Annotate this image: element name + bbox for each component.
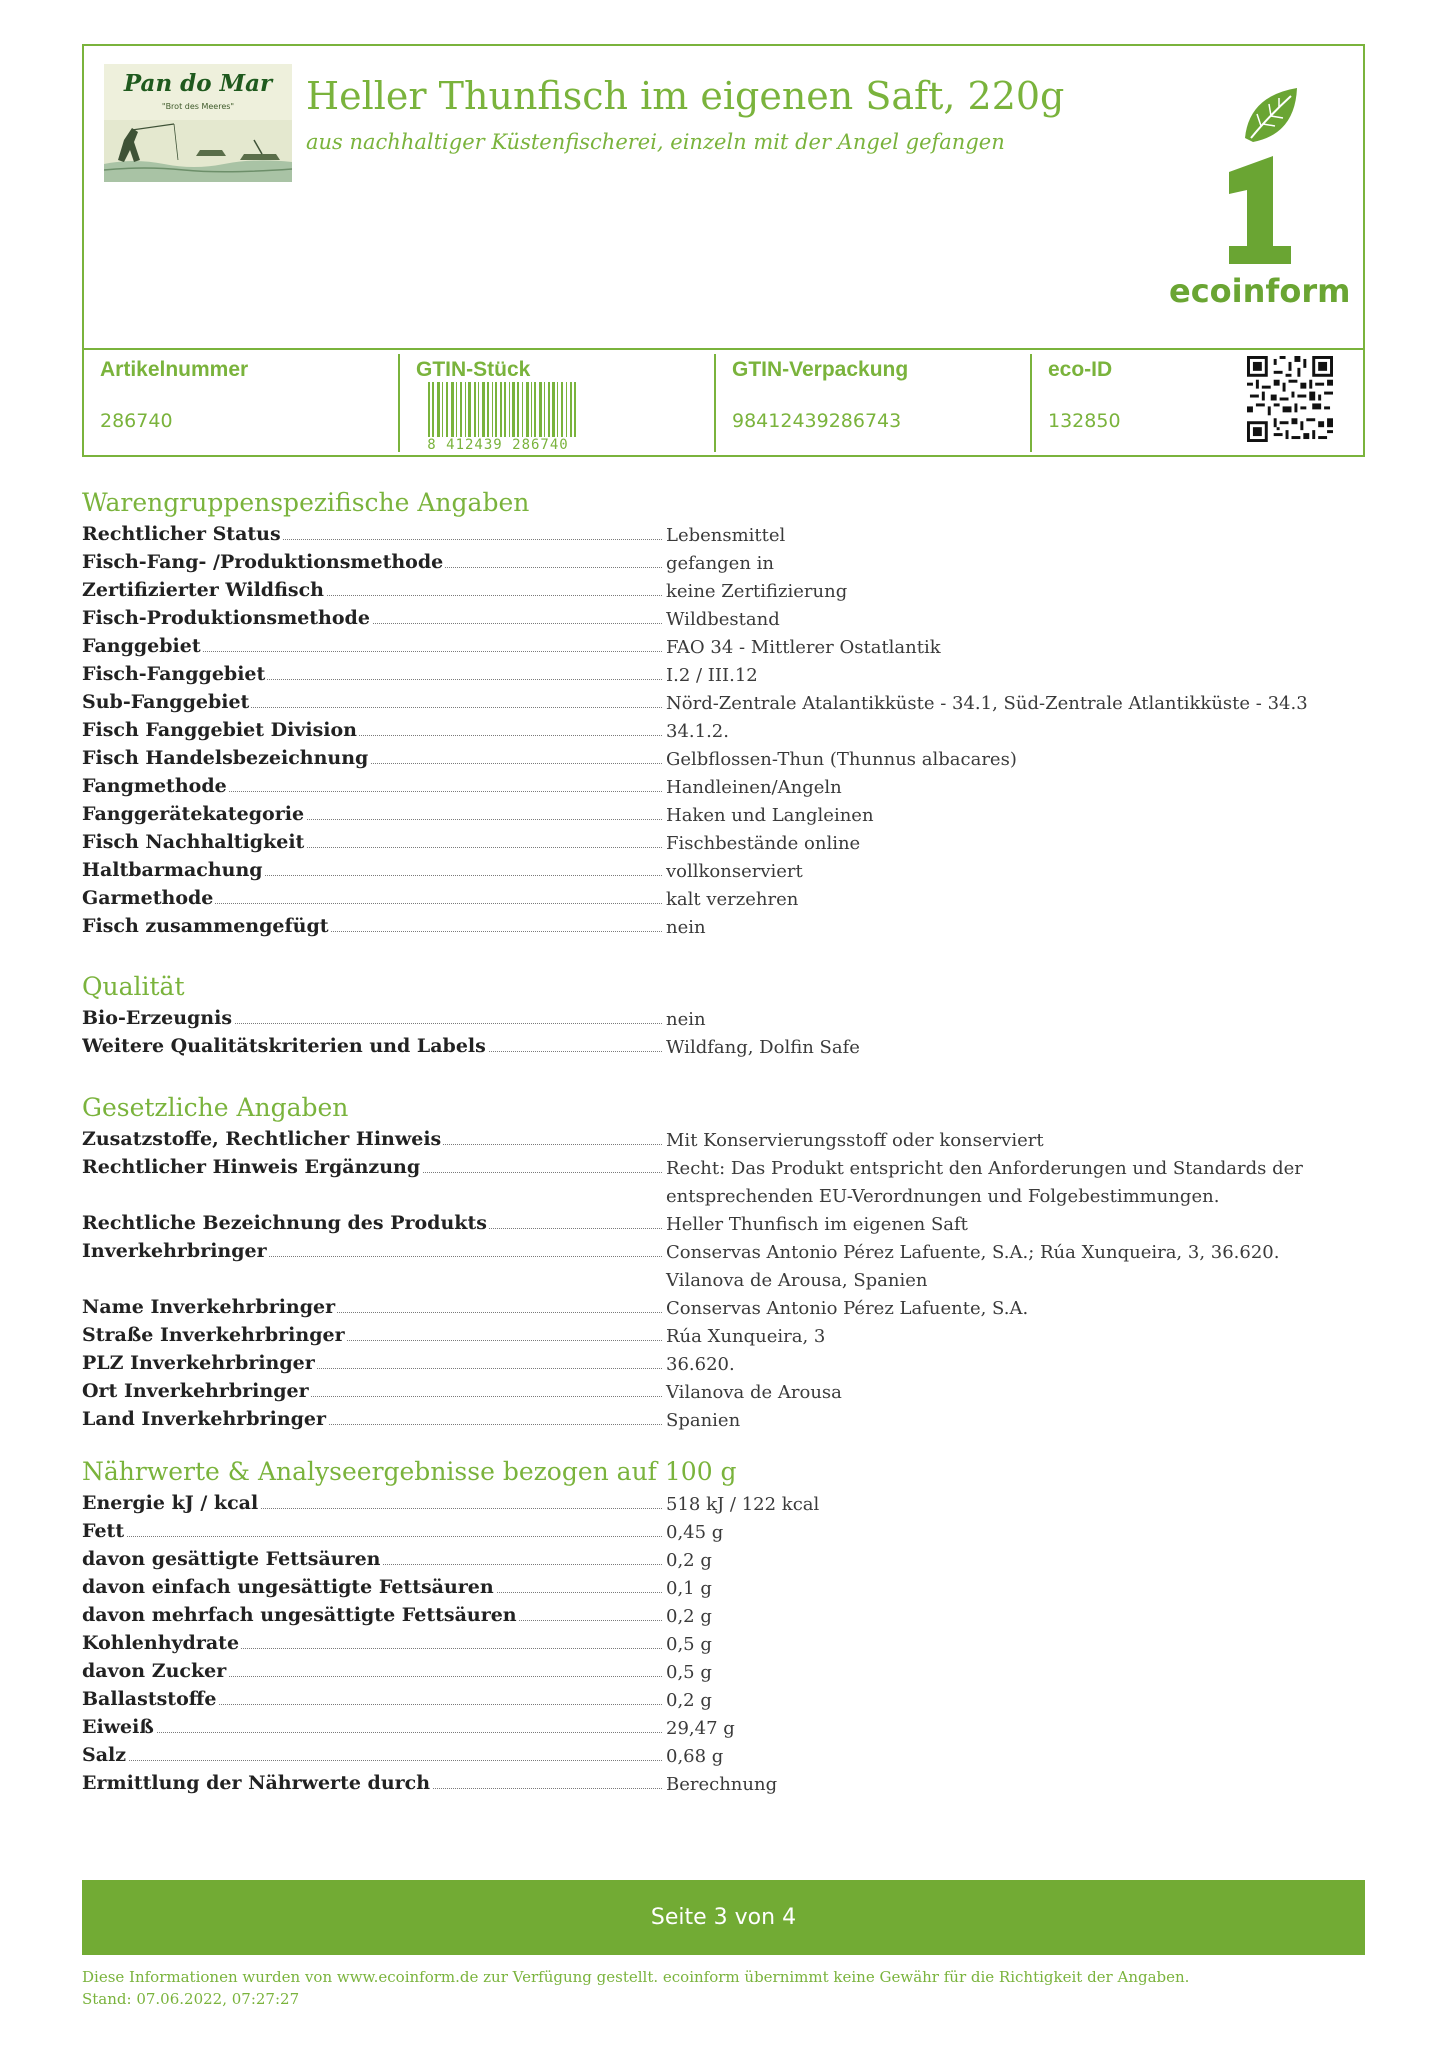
info-label: eco-ID xyxy=(1048,358,1113,381)
row-label: Rechtlicher Status xyxy=(82,523,281,545)
list-item xyxy=(82,1405,1365,1433)
list-item xyxy=(82,1629,1365,1657)
list-item xyxy=(82,800,1365,828)
page-number-bar: Seite 3 von 4 xyxy=(82,1880,1365,1955)
info-cell-eco-id xyxy=(1032,350,1252,457)
row-value: nein xyxy=(666,1009,706,1030)
list-item xyxy=(82,1741,1365,1769)
row-label: Zusatzstoffe, Rechtlicher Hinweis xyxy=(82,1128,442,1150)
disclaimer xyxy=(82,1966,1365,2010)
list-item xyxy=(82,884,1365,912)
row-label: Fisch Handelsbezeichnung xyxy=(82,747,369,769)
row-label: Rechtlicher Hinweis Ergänzung xyxy=(82,1156,421,1178)
info-cell-gtin-piece xyxy=(400,350,714,457)
row-label: Eiweiß xyxy=(82,1716,154,1738)
row-value: Gelbflossen-Thun (Thunnus albacares) xyxy=(666,749,1017,770)
list-item xyxy=(82,632,1365,660)
row-value: 0,2 g xyxy=(666,1550,712,1571)
row-value: Fischbestände online xyxy=(666,833,861,854)
info-cell-article-number xyxy=(84,350,398,457)
row-label: Energie kJ / kcal xyxy=(82,1492,259,1514)
row-value: Wildfang, Dolfin Safe xyxy=(666,1037,860,1058)
info-cell-gtin-package xyxy=(716,350,1030,457)
list-item xyxy=(82,576,1365,604)
list-item xyxy=(82,856,1365,884)
row-label: Kohlenhydrate xyxy=(82,1632,240,1654)
list-item xyxy=(82,828,1365,856)
row-label: Bio-Erzeugnis xyxy=(82,1007,233,1029)
row-value: 34.1.2. xyxy=(666,721,729,742)
logo-tagline: "Brot des Meeres" xyxy=(161,102,235,111)
row-label: Name Inverkehrbringer xyxy=(82,1296,336,1318)
row-value: 0,2 g xyxy=(666,1690,712,1711)
section-title: Warengruppenspezifische Angaben xyxy=(82,488,530,517)
row-value: Conservas Antonio Pérez Lafuente, S.A. xyxy=(666,1298,1029,1319)
article-info-row xyxy=(84,350,1363,457)
list-item xyxy=(82,1601,1365,1629)
product-title: Heller Thunfisch im eigenen Saft, 220g xyxy=(306,74,1065,118)
row-value: Rúa Xunqueira, 3 xyxy=(666,1326,826,1347)
row-label: Ballaststoffe xyxy=(82,1688,217,1710)
list-item xyxy=(82,1517,1365,1545)
row-label: Weitere Qualitätskriterien und Labels xyxy=(82,1035,486,1057)
list-item xyxy=(82,912,1365,940)
row-label: Ort Inverkehrbringer xyxy=(82,1380,309,1402)
row-label: davon mehrfach ungesättigte Fettsäuren xyxy=(82,1604,517,1626)
row-value: kalt verzehren xyxy=(666,889,799,910)
list-item xyxy=(82,1685,1365,1713)
row-value: keine Zertifizierung xyxy=(666,581,848,602)
row-value: Lebensmittel xyxy=(666,525,786,546)
row-value: Berechnung xyxy=(666,1774,778,1795)
row-value: vollkonserviert xyxy=(666,861,803,882)
row-value: Spanien xyxy=(666,1410,741,1431)
list-item xyxy=(82,1237,1365,1293)
section-title: Nährwerte & Analyseergebnisse bezogen auf 100 g xyxy=(82,1457,737,1486)
timestamp: Stand: 07.06.2022, 07:27:27 xyxy=(82,1990,300,2008)
list-item xyxy=(82,1377,1365,1405)
list-item xyxy=(82,1004,1365,1032)
row-label: Ermittlung der Nährwerte durch xyxy=(82,1772,431,1794)
row-label: Rechtliche Bezeichnung des Produkts xyxy=(82,1212,487,1234)
info-value: 98412439286743 xyxy=(732,410,902,432)
row-label: Straße Inverkehrbringer xyxy=(82,1324,345,1346)
row-label: davon einfach ungesättigte Fettsäuren xyxy=(82,1576,494,1598)
list-item xyxy=(82,1713,1365,1741)
section-gesetzliche-angaben xyxy=(82,1091,1365,1433)
list-item xyxy=(82,604,1365,632)
row-value: 0,1 g xyxy=(666,1578,712,1599)
list-item xyxy=(82,1293,1365,1321)
row-label: PLZ Inverkehrbringer xyxy=(82,1352,315,1374)
leaf-icon xyxy=(1169,76,1349,266)
list-item xyxy=(82,1321,1365,1349)
row-value: FAO 34 - Mittlerer Ostatlantik xyxy=(666,637,941,658)
row-value: nein xyxy=(666,917,706,938)
row-label: Fisch-Fanggebiet xyxy=(82,663,266,685)
row-label: Fisch zusammengefügt xyxy=(82,915,329,937)
row-label: Zertifizierter Wildfisch xyxy=(82,579,324,601)
row-value: 0,45 g xyxy=(666,1522,724,1543)
info-value: 286740 xyxy=(100,410,173,432)
list-item xyxy=(82,1545,1365,1573)
row-label: Fanggerätekategorie xyxy=(82,803,305,825)
row-value: 518 kJ / 122 kcal xyxy=(666,1494,820,1515)
row-value: 29,47 g xyxy=(666,1718,735,1739)
list-item xyxy=(82,1032,1365,1060)
row-label: Inverkehrbringer xyxy=(82,1240,267,1262)
logo-brand-name: Pan do Mar xyxy=(123,70,273,97)
row-value: Haken und Langleinen xyxy=(666,805,874,826)
row-label: Fangmethode xyxy=(82,775,227,797)
row-value: Handleinen/Angeln xyxy=(666,777,842,798)
row-value: Nörd-Zentrale Atalantikküste - 34.1, Süd-Zentrale Atlantikküste - 34.3 xyxy=(666,693,1308,714)
row-label: Fanggebiet xyxy=(82,635,201,657)
list-item xyxy=(82,660,1365,688)
list-item xyxy=(82,716,1365,744)
row-value: Heller Thunfisch im eigenen Saft xyxy=(666,1214,968,1235)
list-item xyxy=(82,1125,1365,1153)
product-subtitle: aus nachhaltiger Küstenfischerei, einzeln mit der Angel gefangen xyxy=(306,130,1005,154)
row-value: 36.620. xyxy=(666,1354,735,1375)
list-item xyxy=(82,1153,1365,1209)
disclaimer-text: Diese Informationen wurden von www.ecoinform.de zur Verfügung gestellt. ecoinform übernimmt keine Gewähr für die Richtigkeit der Angaben. xyxy=(82,1968,1190,1986)
row-label: Haltbarmachung xyxy=(82,859,263,881)
row-value: 0,5 g xyxy=(666,1634,712,1655)
row-value: Recht: Das Produkt entspricht den Anforderungen und Standards der entsprechenden EU-Verordnungen und Folgebestimmungen. xyxy=(666,1158,1303,1207)
info-label: Artikelnummer xyxy=(100,358,249,381)
list-item xyxy=(82,548,1365,576)
ecoinform-wordmark: ecoinform xyxy=(1169,272,1351,310)
row-label: Salz xyxy=(82,1744,127,1766)
row-value: Vilanova de Arousa xyxy=(666,1382,842,1403)
list-item xyxy=(82,1769,1365,1797)
row-label: davon gesättigte Fettsäuren xyxy=(82,1548,381,1570)
row-label: Fett xyxy=(82,1520,125,1542)
section-title: Gesetzliche Angaben xyxy=(82,1093,349,1122)
section-qualitaet xyxy=(82,970,1365,1060)
row-value: 0,68 g xyxy=(666,1746,724,1767)
brand-logo xyxy=(104,64,292,182)
list-item xyxy=(82,744,1365,772)
row-value: I.2 / III.12 xyxy=(666,665,758,686)
row-label: Land Inverkehrbringer xyxy=(82,1408,327,1430)
ecoinform-logo xyxy=(1169,76,1349,326)
qr-code-icon xyxy=(1247,356,1333,442)
list-item xyxy=(82,1489,1365,1517)
list-item xyxy=(82,1573,1365,1601)
product-header xyxy=(82,44,1365,457)
row-label: Fisch-Produktionsmethode xyxy=(82,607,370,629)
row-label: Fisch Fanggebiet Division xyxy=(82,719,357,741)
row-label: Sub-Fanggebiet xyxy=(82,691,250,713)
info-value: 132850 xyxy=(1048,410,1121,432)
row-label: Fisch-Fang- /Produktionsmethode xyxy=(82,551,444,573)
row-value: Wildbestand xyxy=(666,609,780,630)
list-item xyxy=(82,1657,1365,1685)
list-item xyxy=(82,1349,1365,1377)
section-warengruppe xyxy=(82,486,1365,940)
list-item xyxy=(82,772,1365,800)
list-item xyxy=(82,1209,1365,1237)
row-value: Mit Konservierungsstoff oder konserviert xyxy=(666,1130,1044,1151)
row-value: 0,5 g xyxy=(666,1662,712,1683)
row-value: 0,2 g xyxy=(666,1606,712,1627)
row-label: davon Zucker xyxy=(82,1660,227,1682)
list-item xyxy=(82,520,1365,548)
section-title: Qualität xyxy=(82,972,185,1001)
row-label: Fisch Nachhaltigkeit xyxy=(82,831,305,853)
list-item xyxy=(82,688,1365,716)
barcode-number: 8 412439 286740 xyxy=(408,437,588,453)
row-value: gefangen in xyxy=(666,553,774,574)
info-label: GTIN-Stück xyxy=(416,358,531,381)
header-top xyxy=(84,46,1363,350)
row-label: Garmethode xyxy=(82,887,214,909)
info-label: GTIN-Verpackung xyxy=(732,358,909,381)
row-value: Conservas Antonio Pérez Lafuente, S.A.; Rúa Xunqueira, 3, 36.620. Vilanova de Arousa, Spanien xyxy=(666,1242,1280,1291)
section-naehrwerte xyxy=(82,1455,1365,1797)
fisherman-illustration-icon xyxy=(104,120,292,182)
